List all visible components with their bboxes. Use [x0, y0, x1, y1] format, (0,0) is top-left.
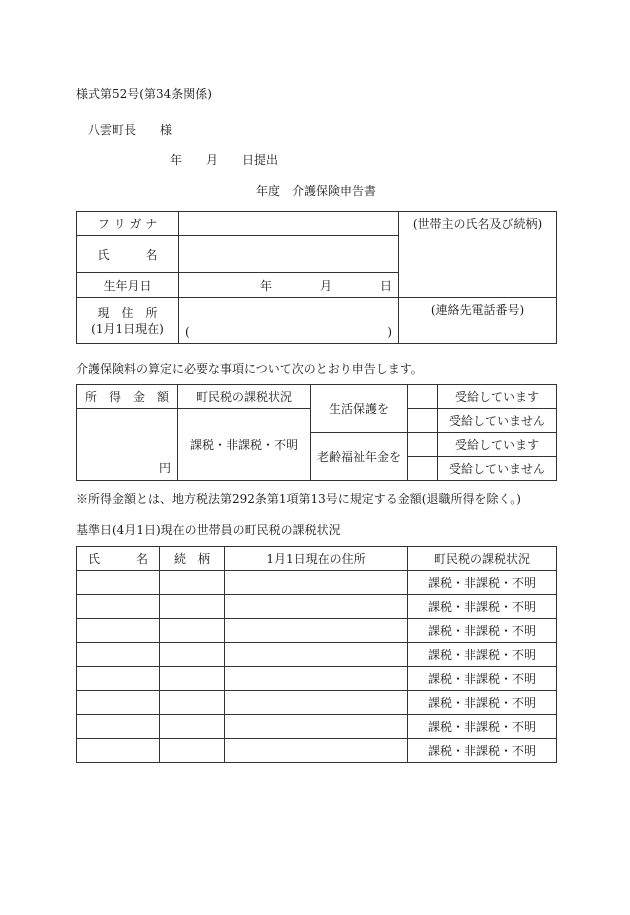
address-label-sub: (1月1日現在): [91, 321, 164, 336]
member-relation-field[interactable]: [160, 643, 225, 667]
member-tax-status[interactable]: 課税・非課税・不明: [408, 643, 557, 667]
pension-not-receiving: 受給していません: [438, 457, 557, 481]
member-name-field[interactable]: [77, 667, 160, 691]
welfare-label: 生活保護を: [311, 385, 408, 433]
member-address-field[interactable]: [225, 619, 408, 643]
welfare-receiving-check[interactable]: [408, 385, 438, 409]
address-paren-close: ): [387, 325, 392, 339]
member-name-field[interactable]: [77, 691, 160, 715]
table-row: [77, 715, 557, 739]
header-relation: 続 柄: [160, 547, 225, 571]
phone-note: (連絡先電話番号): [430, 303, 525, 317]
address-label: [77, 298, 179, 344]
applicant-table: [76, 211, 557, 344]
household-table: [76, 546, 557, 763]
member-tax-status[interactable]: 課税・非課税・不明: [408, 595, 557, 619]
header-tax: 町民税の課税状況: [408, 547, 557, 571]
member-address-field[interactable]: [225, 643, 408, 667]
birth-field[interactable]: [179, 273, 399, 298]
submission-date[interactable]: 年 月 日提出: [170, 153, 279, 167]
table-row: [77, 595, 557, 619]
member-name-field[interactable]: [77, 715, 160, 739]
member-name-field[interactable]: [77, 739, 160, 763]
form-number: 様式第52号(第34条関係): [76, 87, 212, 101]
pension-label: 老齢福祉年金を: [311, 433, 408, 481]
member-relation-field[interactable]: [160, 715, 225, 739]
pension-not-receiving-check[interactable]: [408, 457, 438, 481]
member-relation-field[interactable]: [160, 739, 225, 763]
name-label: 氏 名: [77, 236, 179, 273]
member-relation-field[interactable]: [160, 691, 225, 715]
furigana-label: フ リ ガ ナ: [77, 212, 179, 236]
member-tax-status[interactable]: 課税・非課税・不明: [408, 619, 557, 643]
header-address: 1月1日現在の住所: [225, 547, 408, 571]
member-relation-field[interactable]: [160, 571, 225, 595]
name-field[interactable]: [179, 236, 399, 273]
member-address-field[interactable]: [225, 739, 408, 763]
household-heading: 基準日(4月1日)現在の世帯員の町民税の課税状況: [76, 523, 341, 537]
birth-label: 生年月日: [77, 273, 179, 298]
member-address-field[interactable]: [225, 667, 408, 691]
member-address-field[interactable]: [225, 595, 408, 619]
householder-note: (世帯主の氏名及び続柄): [412, 217, 543, 231]
address-label-main: 現 住 所: [97, 305, 158, 320]
table-row: [77, 691, 557, 715]
pension-receiving: 受給しています: [438, 433, 557, 457]
phone-field[interactable]: [399, 298, 557, 344]
welfare-not-receiving-check[interactable]: [408, 409, 438, 433]
welfare-receiving: 受給しています: [438, 385, 557, 409]
member-relation-field[interactable]: [160, 667, 225, 691]
member-address-field[interactable]: [225, 715, 408, 739]
address-field[interactable]: [179, 298, 399, 344]
pension-receiving-check[interactable]: [408, 433, 438, 457]
tax-status-value[interactable]: 課税・非課税・不明: [178, 409, 311, 481]
table-row: [77, 619, 557, 643]
member-name-field[interactable]: [77, 571, 160, 595]
address-paren-open: (: [185, 325, 190, 339]
income-field[interactable]: [77, 409, 178, 481]
income-label: 所 得 金 額: [77, 385, 178, 409]
footnote: ※所得金額とは、地方税法第292条第1項第13号に規定する金額(退職所得を除く。): [76, 492, 521, 506]
income-unit: 円: [158, 461, 171, 475]
income-table: [76, 384, 557, 481]
member-tax-status[interactable]: 課税・非課税・不明: [408, 715, 557, 739]
member-name-field[interactable]: [77, 619, 160, 643]
member-address-field[interactable]: [225, 571, 408, 595]
table-row: [77, 643, 557, 667]
table-row: [77, 571, 557, 595]
member-relation-field[interactable]: [160, 619, 225, 643]
member-tax-status[interactable]: 課税・非課税・不明: [408, 691, 557, 715]
document-title: 年度 介護保険申告書: [256, 184, 377, 198]
member-relation-field[interactable]: [160, 595, 225, 619]
table-row: [77, 667, 557, 691]
member-tax-status[interactable]: 課税・非課税・不明: [408, 571, 557, 595]
householder-field[interactable]: [399, 212, 557, 298]
birth-value: 年 月 日: [259, 278, 392, 293]
header-name: 氏 名: [77, 547, 160, 571]
member-address-field[interactable]: [225, 691, 408, 715]
tax-status-label: 町民税の課税状況: [178, 385, 311, 409]
member-tax-status[interactable]: 課税・非課税・不明: [408, 739, 557, 763]
recipient: 八雲町長 様: [88, 123, 173, 137]
welfare-not-receiving: 受給していません: [438, 409, 557, 433]
member-name-field[interactable]: [77, 595, 160, 619]
furigana-field[interactable]: [179, 212, 399, 236]
table-row: [77, 739, 557, 763]
intro-text: 介護保険料の算定に必要な事項について次のとおり申告します。: [76, 362, 423, 376]
member-tax-status[interactable]: 課税・非課税・不明: [408, 667, 557, 691]
member-name-field[interactable]: [77, 643, 160, 667]
